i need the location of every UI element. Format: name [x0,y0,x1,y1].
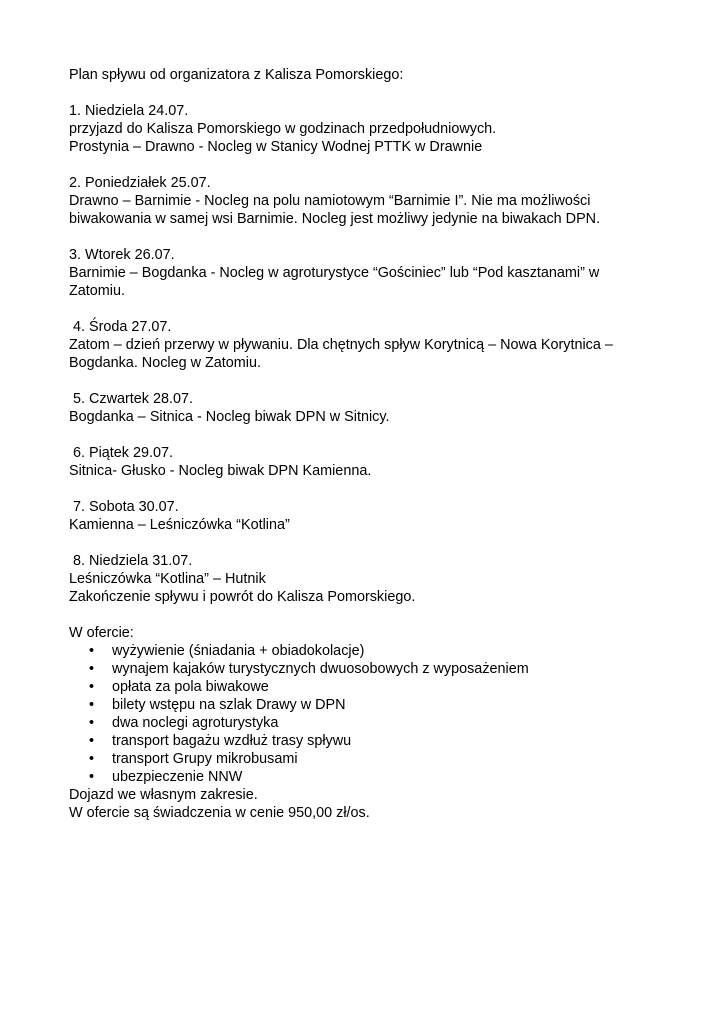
list-item-text: bilety wstępu na szlak Drawy w DPN [112,697,346,713]
day-line: Barnimie – Bogdanka - Nocleg w agroturystyce “Gościniec” lub “Pod kasztanami” w [69,265,600,281]
list-item [69,714,669,732]
day-entry-6 [69,444,669,480]
bullet-icon: • [89,679,95,695]
spacer [69,372,669,390]
list-item [69,750,669,768]
spacer [69,156,669,174]
day-heading: 1. Niedziela 24.07. [69,103,189,119]
list-item-text: transport Grupy mikrobusami [112,751,298,767]
day-line: biwakowania w samej wsi Barnimie. Nocleg jest możliwy jedynie na biwakach DPN. [69,211,601,227]
document-page [69,66,669,822]
day-line: Sitnica- Głusko - Nocleg biwak DPN Kamienna. [69,463,372,479]
spacer [69,534,669,552]
day-line: Kamienna – Leśniczówka “Kotlina” [69,517,290,533]
offer-section [69,624,669,822]
list-item-text: wyżywienie (śniadania + obiadokolacje) [112,643,365,659]
document-title: Plan spływu od organizatora z Kalisza Pomorskiego: [69,67,404,83]
bullet-icon: • [89,715,95,731]
list-item-text: dwa noclegi agroturystyka [112,715,279,731]
day-line: Leśniczówka “Kotlina” – Hutnik [69,571,266,587]
bullet-icon: • [89,751,95,767]
price-note: W ofercie są świadczenia w cenie 950,00 zł/os. [69,805,370,821]
day-line: Bogdanka – Sitnica - Nocleg biwak DPN w Sitnicy. [69,409,390,425]
day-line: Zatomiu. [69,283,125,299]
bullet-icon: • [89,733,95,749]
day-heading: 2. Poniedziałek 25.07. [69,175,211,191]
day-heading: 7. Sobota 30.07. [73,499,179,515]
day-line: Bogdanka. Nocleg w Zatomiu. [69,355,261,371]
day-entry-3 [69,246,669,300]
day-heading: 3. Wtorek 26.07. [69,247,175,263]
day-heading: 5. Czwartek 28.07. [73,391,193,407]
offer-heading: W ofercie: [69,625,134,641]
list-item [69,768,669,786]
list-item-text: ubezpieczenie NNW [112,769,243,785]
day-entry-7 [69,498,669,534]
bullet-icon: • [89,769,95,785]
day-heading: 4. Środa 27.07. [73,319,172,335]
list-item-text: transport bagażu wzdłuż trasy spływu [112,733,352,749]
spacer [69,606,669,624]
day-line: przyjazd do Kalisza Pomorskiego w godzinach przedpołudniowych. [69,121,497,137]
day-entry-2 [69,174,669,228]
spacer [69,426,669,444]
list-item [69,696,669,714]
spacer [69,84,669,102]
day-heading: 6. Piątek 29.07. [73,445,174,461]
list-item-text: wynajem kajaków turystycznych dwuosobowych z wyposażeniem [112,661,529,677]
list-item [69,642,669,660]
travel-note: Dojazd we własnym zakresie. [69,787,258,803]
bullet-icon: • [89,661,95,677]
list-item [69,732,669,750]
spacer [69,300,669,318]
bullet-icon: • [89,697,95,713]
day-line: Zatom – dzień przerwy w pływaniu. Dla chętnych spływ Korytnicą – Nowa Korytnica – [69,337,613,353]
list-item [69,678,669,696]
list-item [69,660,669,678]
list-item-text: opłata za pola biwakowe [112,679,269,695]
spacer [69,228,669,246]
day-entry-8 [69,552,669,606]
day-line: Zakończenie spływu i powrót do Kalisza Pomorskiego. [69,589,416,605]
day-line: Prostynia – Drawno - Nocleg w Stanicy Wodnej PTTK w Drawnie [69,139,483,155]
day-entry-1 [69,102,669,156]
day-entry-4 [69,318,669,372]
bullet-icon: • [89,643,95,659]
day-line: Drawno – Barnimie - Nocleg na polu namiotowym “Barnimie I”. Nie ma możliwości [69,193,591,209]
day-heading: 8. Niedziela 31.07. [73,553,193,569]
offer-list [69,642,669,786]
spacer [69,480,669,498]
day-entry-5 [69,390,669,426]
